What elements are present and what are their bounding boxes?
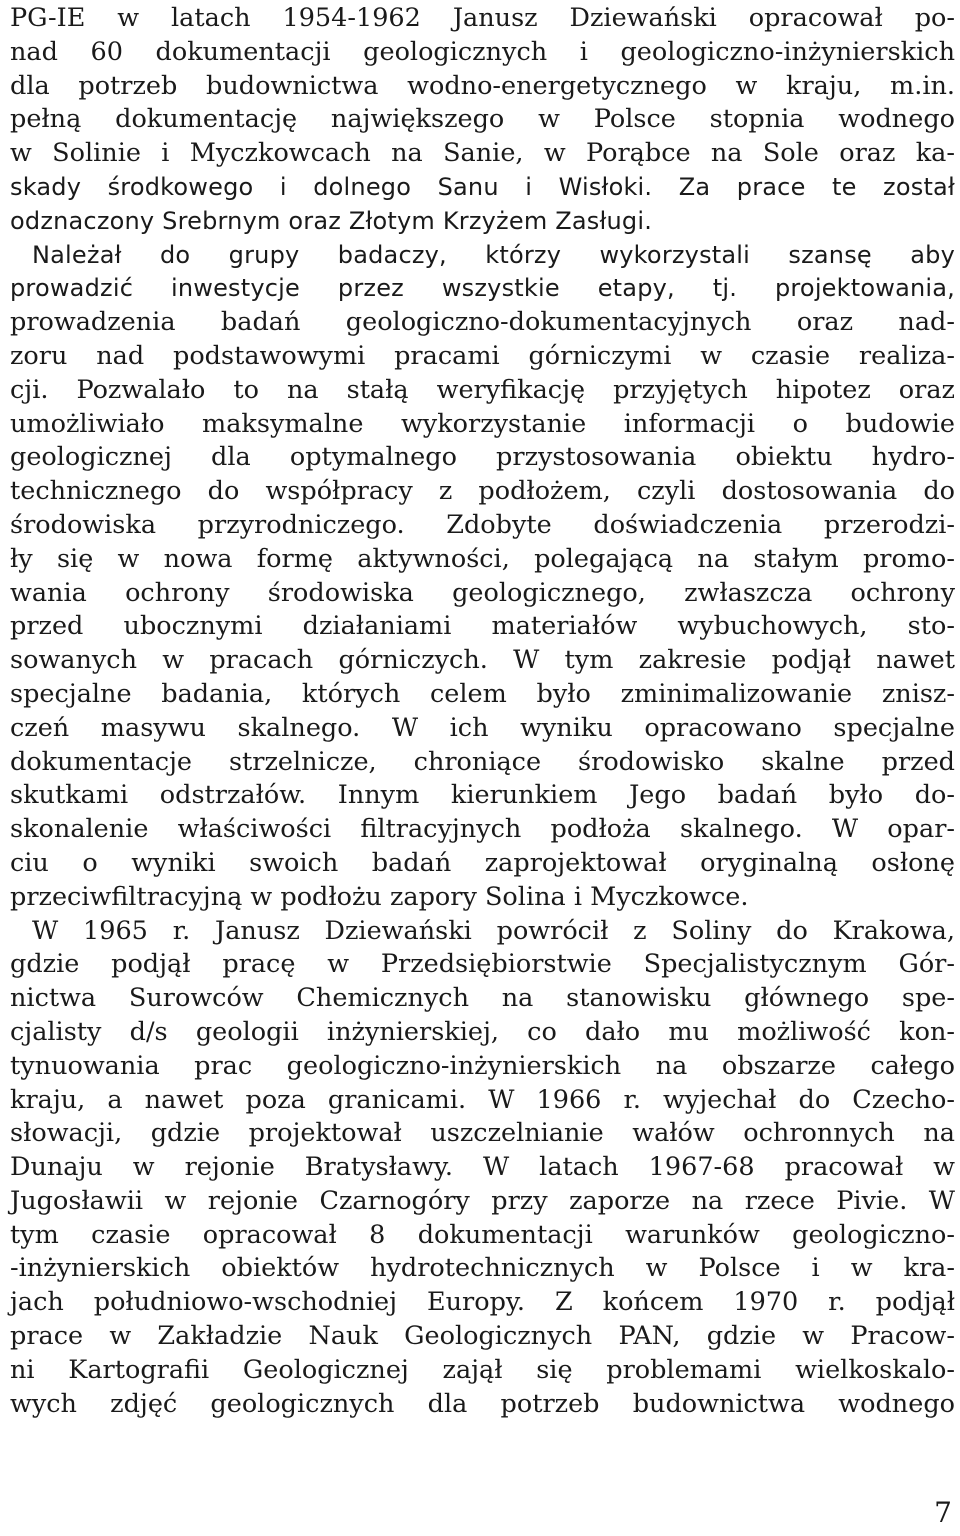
text-line: gdzie podjął pracę w Przedsiębiorstwie Specjalistycznym Gór- bbox=[10, 949, 955, 980]
text-line: przeciwfiltracyjną w podłożu zapory Solina i Myczkowce. bbox=[10, 881, 749, 912]
text-line: cji. Pozwalało to na stałą weryfikację przyjętych hipotez oraz bbox=[10, 374, 955, 405]
text-line: prowadzić inwestycje przez wszystkie etapy, tj. projektowania, bbox=[10, 274, 955, 303]
text-line: wych zdjęć geologicznych dla potrzeb budownictwa wodnego bbox=[10, 1388, 955, 1419]
text-line: nad 60 dokumentacji geologicznych i geologiczno-inżynierskich bbox=[10, 36, 955, 67]
page-number: 7 bbox=[934, 1496, 952, 1529]
text-line: geologicznej dla optymalnego przystosowania obiektu hydro- bbox=[10, 442, 955, 473]
text-line: słowacji, gdzie projektował uszczelnianie wałów ochronnych na bbox=[10, 1118, 955, 1149]
text-line: nictwa Surowców Chemicznych na stanowisku głównego spe- bbox=[10, 983, 955, 1014]
text-line: przed ubocznymi działaniami materiałów wybuchowych, sto- bbox=[10, 611, 955, 642]
text-line: wania ochrony środowiska geologicznego, zwłaszcza ochrony bbox=[10, 577, 955, 608]
text-line: tynuowania prac geologiczno-inżynierskich na obszarze całego bbox=[10, 1050, 955, 1081]
text-line: środowiska przyrodniczego. Zdobyte doświadczenia przerodzi- bbox=[10, 509, 955, 540]
text-line: prace w Zakładzie Nauk Geologicznych PAN, gdzie w Pracow- bbox=[10, 1321, 955, 1352]
text-line: tym czasie opracował 8 dokumentacji warunków geologiczno- bbox=[10, 1219, 955, 1250]
text-line: kraju, a nawet poza granicami. W 1966 r. wyjechał do Czecho- bbox=[10, 1084, 955, 1115]
text-line: odznaczony Srebrnym oraz Złotym Krzyżem Zasługi. bbox=[10, 206, 653, 235]
text-line: ły się w nowa formę aktywności, polegającą na stałym promo- bbox=[10, 543, 955, 574]
text-line: sowanych w pracach górniczych. W tym zakresie podjął nawet bbox=[10, 645, 955, 676]
text-line: ciu o wyniki swoich badań zaprojektował oryginalną osłonę bbox=[10, 847, 955, 878]
text-line: umożliwiało maksymalne wykorzystanie informacji o budowie bbox=[10, 408, 955, 439]
text-line: skady środkowego i dolnego Sanu i Wisłoki. Za prace te został bbox=[10, 172, 955, 201]
text-line: prowadzenia badań geologiczno-dokumentacyjnych oraz nad- bbox=[10, 307, 955, 338]
text-line: dokumentacje strzelnicze, chroniące środowisko skalne przed bbox=[10, 746, 955, 777]
text-line: pełną dokumentację największego w Polsce stopnia wodnego bbox=[10, 104, 955, 135]
text-line: Dunaju w rejonie Bratysławy. W latach 1967-68 pracował w bbox=[10, 1152, 955, 1183]
text-line: cjalisty d/s geologii inżynierskiej, co dało mu możliwość kon- bbox=[10, 1016, 955, 1047]
text-line: Należał do grupy badaczy, którzy wykorzystali szansę aby bbox=[32, 240, 955, 269]
text-line: ni Kartografii Geologicznej zajął się problemami wielkoskalo- bbox=[10, 1354, 955, 1385]
text-line: czeń masywu skalnego. W ich wyniku opracowano specjalne bbox=[10, 712, 955, 743]
text-line: W 1965 r. Janusz Dziewański powrócił z Soliny do Krakowa, bbox=[32, 915, 955, 946]
body-text bbox=[10, 2, 955, 1421]
text-line: skonalenie właściwości filtracyjnych podłoża skalnego. W opar- bbox=[10, 814, 955, 845]
text-line: Jugosławii w rejonie Czarnogóry przy zaporze na rzece Pivie. W bbox=[10, 1185, 955, 1216]
text-line: zoru nad podstawowymi pracami górniczymi w czasie realiza- bbox=[10, 340, 955, 371]
text-line: technicznego do współpracy z podłożem, czyli dostosowania do bbox=[10, 476, 955, 507]
text-line: -inżynierskich obiektów hydrotechnicznych w Polsce i w kra- bbox=[10, 1253, 955, 1284]
text-line: specjalne badania, których celem było zminimalizowanie znisz- bbox=[10, 678, 955, 709]
text-line: PG-IE w latach 1954-1962 Janusz Dziewański opracował po- bbox=[10, 3, 955, 33]
text-line: jach południowo-wschodniej Europy. Z końcem 1970 r. podjął bbox=[10, 1287, 955, 1318]
text-line: w Solinie i Myczkowcach na Sanie, w Porąbce na Sole oraz ka- bbox=[10, 138, 955, 169]
text-line: skutkami odstrzałów. Innym kierunkiem Jego badań było do- bbox=[10, 780, 955, 811]
text-line: dla potrzeb budownictwa wodno-energetycznego w kraju, m.in. bbox=[10, 70, 955, 101]
